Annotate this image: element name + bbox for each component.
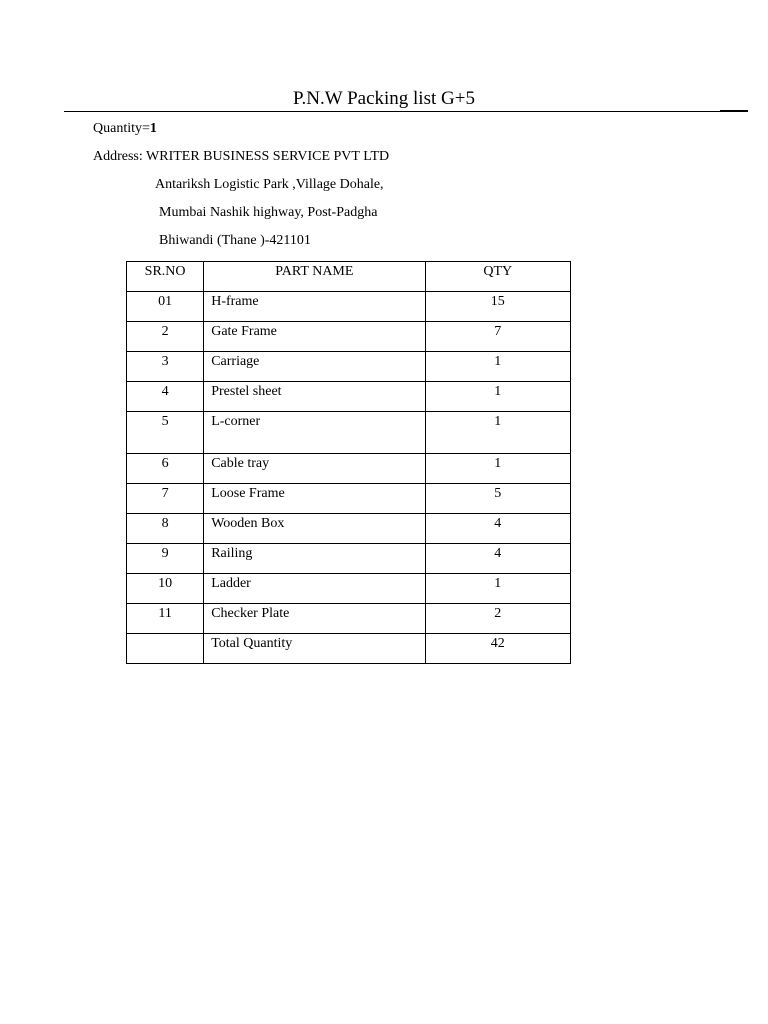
- table-header-row: [127, 262, 571, 292]
- table-row: [127, 604, 571, 634]
- total-row: [127, 634, 571, 664]
- cell-part-name: Gate Frame: [204, 322, 425, 352]
- table-row: [127, 412, 571, 454]
- quantity-value: 1: [149, 121, 157, 136]
- table-row: [127, 382, 571, 412]
- cell-qty: 4: [425, 514, 570, 544]
- cell-sr: 10: [127, 574, 204, 604]
- cell-sr: 01: [127, 292, 204, 322]
- cell-part-name: Prestel sheet: [204, 382, 425, 412]
- cell-sr: 7: [127, 484, 204, 514]
- cell-part-name: L-corner: [204, 412, 425, 454]
- cell-part-name: Ladder: [204, 574, 425, 604]
- cell-sr: 6: [127, 454, 204, 484]
- address-line-1: Antariksh Logistic Park ,Village Dohale,: [155, 177, 384, 192]
- packing-table: [126, 261, 571, 664]
- title-underline: [64, 111, 748, 112]
- cell-part-name: Loose Frame: [204, 484, 425, 514]
- cell-sr: 4: [127, 382, 204, 412]
- cell-qty: 1: [425, 382, 570, 412]
- cell-qty: 4: [425, 544, 570, 574]
- table-row: [127, 292, 571, 322]
- cell-qty: 1: [425, 352, 570, 382]
- cell-sr-empty: [127, 634, 204, 664]
- cell-part-name: Checker Plate: [204, 604, 425, 634]
- cell-sr: 11: [127, 604, 204, 634]
- cell-sr: 8: [127, 514, 204, 544]
- cell-qty: 7: [425, 322, 570, 352]
- address-label: Address: WRITER BUSINESS SERVICE PVT LTD: [93, 149, 390, 164]
- table-row: [127, 544, 571, 574]
- table-row: [127, 454, 571, 484]
- cell-sr: 3: [127, 352, 204, 382]
- quantity-line: [93, 120, 157, 138]
- cell-qty: 1: [425, 454, 570, 484]
- title-underline-accent: [720, 110, 748, 112]
- cell-qty: 1: [425, 574, 570, 604]
- table-row: [127, 484, 571, 514]
- header-sr-no: SR.NO: [127, 262, 204, 292]
- header-qty: QTY: [425, 262, 570, 292]
- table-row: [127, 514, 571, 544]
- cell-part-name: Wooden Box: [204, 514, 425, 544]
- address-line-2: Mumbai Nashik highway, Post-Padgha: [159, 205, 378, 220]
- cell-part-name: Cable tray: [204, 454, 425, 484]
- cell-sr: 2: [127, 322, 204, 352]
- cell-sr: 5: [127, 412, 204, 454]
- quantity-label: Quantity=: [93, 121, 150, 136]
- cell-part-name: H-frame: [204, 292, 425, 322]
- cell-sr: 9: [127, 544, 204, 574]
- page-title: P.N.W Packing list G+5: [293, 88, 475, 109]
- table-row: [127, 574, 571, 604]
- cell-qty: 5: [425, 484, 570, 514]
- header-part-name: PART NAME: [204, 262, 425, 292]
- address-line-3: Bhiwandi (Thane )-421101: [159, 233, 311, 248]
- cell-qty: 15: [425, 292, 570, 322]
- cell-part-name: Carriage: [204, 352, 425, 382]
- total-value: 42: [425, 634, 570, 664]
- total-label: Total Quantity: [204, 634, 425, 664]
- table-row: [127, 352, 571, 382]
- cell-qty: 1: [425, 412, 570, 454]
- cell-part-name: Railing: [204, 544, 425, 574]
- table-row: [127, 322, 571, 352]
- cell-qty: 2: [425, 604, 570, 634]
